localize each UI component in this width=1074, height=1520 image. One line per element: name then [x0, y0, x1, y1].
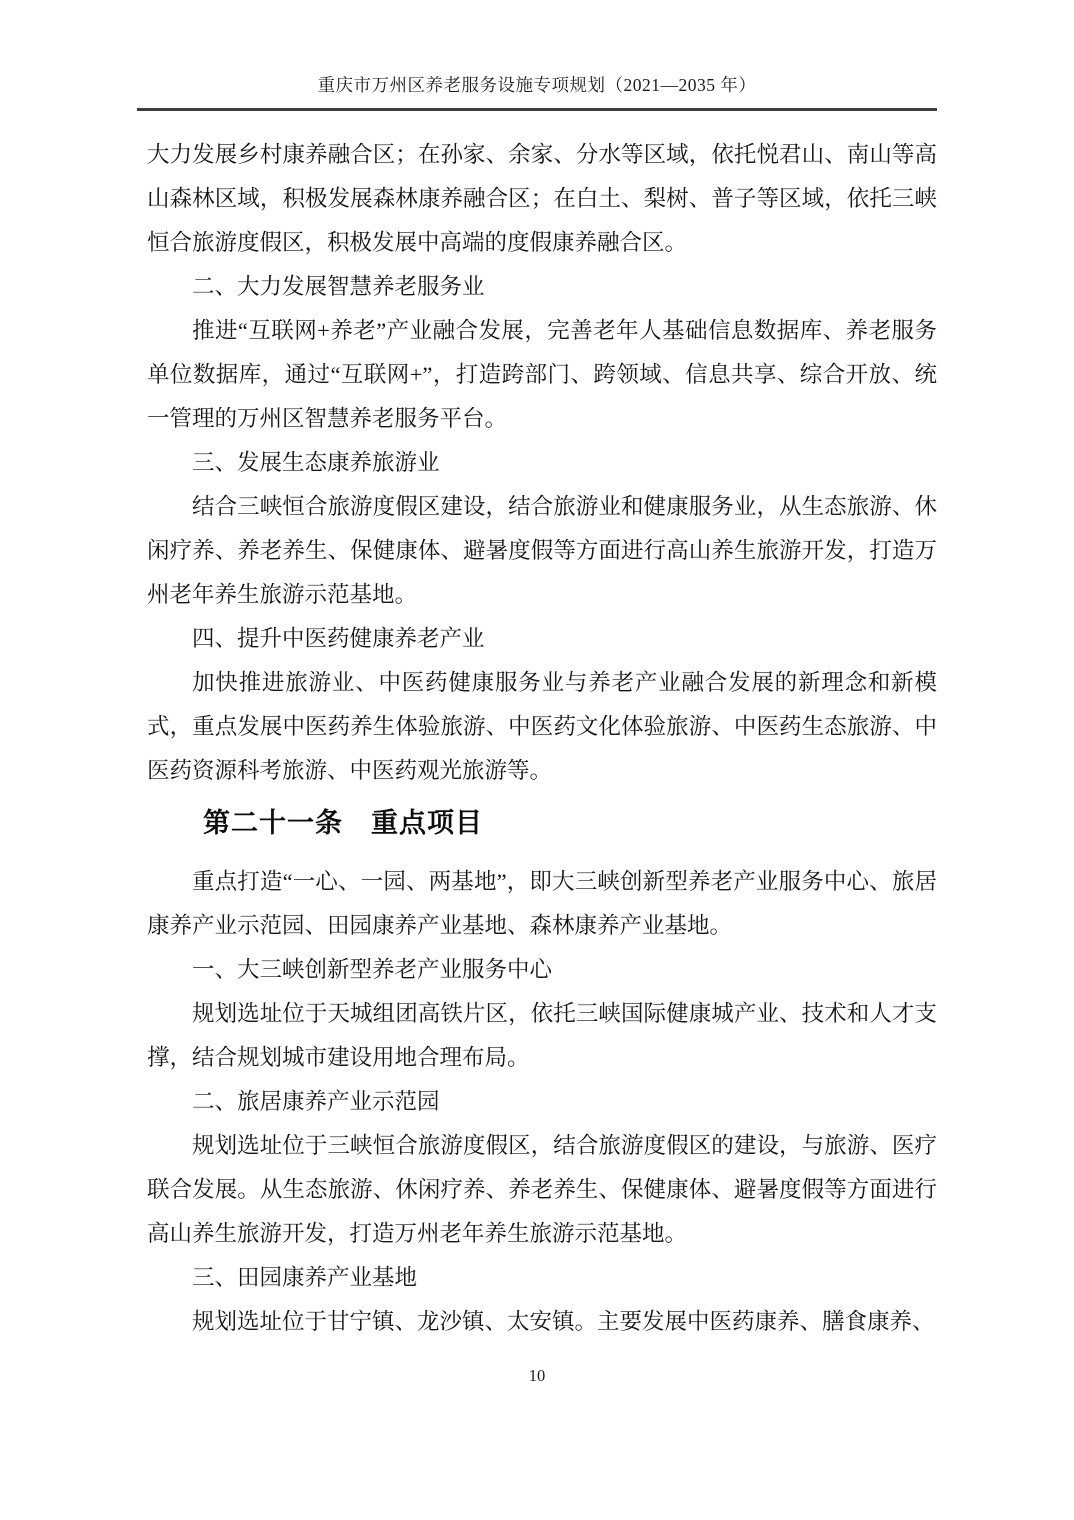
subheading-2: 二、大力发展智慧养老服务业 [192, 274, 485, 299]
paragraph: 推进“互联网+养老”产业融合发展，完善老年人基础信息数据库、养老服务单位数据库，通过“互联网+”，打造跨部门、跨领域、信息共享、综合开放、统一管理的万州区智慧养老服务平台。 [147, 318, 937, 431]
document-body [147, 133, 937, 1344]
page-number: 10 [528, 1366, 546, 1385]
subheading-item-1: 一、大三峡创新型养老产业服务中心 [192, 957, 553, 982]
subheading-3: 三、发展生态康养旅游业 [192, 450, 440, 475]
subheading-4: 四、提升中医药健康养老产业 [192, 626, 485, 651]
paragraph-trailing: 规划选址位于甘宁镇、龙沙镇、太安镇。主要发展中医药康养、膳食康养、 [192, 1309, 935, 1334]
running-header-title: 重庆市万州区养老服务设施专项规划（2021—2035 年） [317, 75, 757, 95]
paragraph: 规划选址位于天城组团高铁片区，依托三峡国际健康城产业、技术和人才支撑，结合规划城市建设用地合理布局。 [147, 1001, 937, 1070]
article-heading-21: 第二十一条 重点项目 [203, 808, 483, 838]
paragraph-continuation: 大力发展乡村康养融合区；在孙家、余家、分水等区域，依托悦君山、南山等高山森林区域，积极发展森林康养融合区；在白土、梨树、普子等区域，依托三峡恒合旅游度假区，积极发展中高端的度假康养融合区。 [147, 142, 937, 255]
paragraph: 重点打造“一心、一园、两基地”，即大三峡创新型养老产业服务中心、旅居康养产业示范园、田园康养产业基地、森林康养产业基地。 [147, 869, 937, 938]
paragraph: 加快推进旅游业、中医药健康服务业与养老产业融合发展的新理念和新模式，重点发展中医药养生体验旅游、中医药文化体验旅游、中医药生态旅游、中医药资源科考旅游、中医药观光旅游等。 [147, 670, 937, 783]
subheading-item-3: 三、田园康养产业基地 [192, 1265, 418, 1290]
paragraph: 规划选址位于三峡恒合旅游度假区，结合旅游度假区的建设，与旅游、医疗联合发展。从生态旅游、休闲疗养、养老养生、保健康体、避暑度假等方面进行高山养生旅游开发，打造万州老年养生旅游示范基地。 [147, 1133, 937, 1246]
header-rule [137, 108, 937, 111]
paragraph: 结合三峡恒合旅游度假区建设，结合旅游业和健康服务业，从生态旅游、休闲疗养、养老养生、保健康体、避暑度假等方面进行高山养生旅游开发，打造万州老年养生旅游示范基地。 [147, 494, 937, 607]
subheading-item-2: 二、旅居康养产业示范园 [192, 1089, 440, 1114]
